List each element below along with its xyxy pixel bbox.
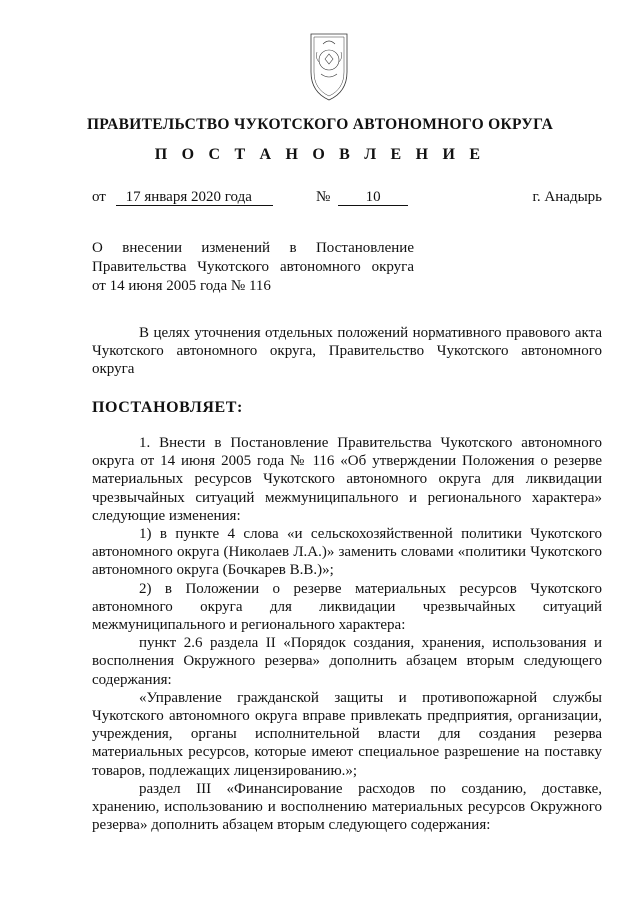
- paragraph: раздел III «Финансирование расходов по созданию, доставке, хранению, использованию и восполнению материальных ресурсов Окружного резерва» дополнить абзацем вторым следующего содержания:: [92, 780, 602, 834]
- paragraph: 1) в пункте 4 слова «и сельскохозяйственной политики Чукотского автономного округа (Николаев Л.А.)» заменить словами «политики Чукотского автономного округа (Бочкарев В.В.)»;: [92, 526, 602, 579]
- decree-body: [92, 434, 602, 834]
- preamble-text: В целях уточнения отдельных положений нормативного правового акта Чукотского автономного округа, Правительство Чукотского автономного округа: [92, 325, 602, 378]
- subject-line: от 14 июня 2005 года № 116: [92, 278, 271, 294]
- number-value: 10: [338, 190, 408, 206]
- document-type: П О С Т А Н О В Л Е Н И Е: [154, 146, 486, 163]
- paragraph: пункт 2.6 раздела II «Порядок создания, хранения, использования и восполнения Окружного резерва» дополнить абзацем вторым следующего содержания:: [92, 635, 602, 688]
- preamble: [92, 324, 602, 379]
- coat-of-arms-icon: [303, 26, 355, 104]
- number-label: №: [316, 189, 331, 205]
- document-subject: [92, 239, 414, 296]
- date-field: [92, 189, 273, 206]
- date-label: от: [92, 189, 106, 205]
- date-value: 17 января 2020 года: [116, 190, 273, 206]
- number-field: [316, 189, 408, 206]
- decree-heading: ПОСТАНОВЛЯЕТ:: [92, 399, 243, 416]
- paragraph: 1. Внести в Постановление Правительства Чукотского автономного округа от 14 июня 2005 года № 116 «Об утверждении Положения о резерве материальных ресурсов Чукотского автономного округа для ликвидации чрезвычайных ситуаций межмуниципального и регионального характера» следующие изменения:: [92, 435, 602, 524]
- paragraph: 2) в Положении о резерве материальных ресурсов Чукотского автономного округа для ликвидации чрезвычайных ситуаций межмуниципального и регионального характера:: [92, 580, 602, 634]
- organization-title: ПРАВИТЕЛЬСТВО ЧУКОТСКОГО АВТОНОМНОГО ОКРУГА: [86, 116, 554, 133]
- subject-line: Правительства Чукотского автономного округа: [92, 259, 414, 275]
- subject-line: О внесении изменений в Постановление: [92, 240, 414, 256]
- place: г. Анадырь: [532, 189, 602, 205]
- paragraph: «Управление гражданской защиты и противопожарной службы Чукотского автономного округа вправе привлекать предприятия, организации, учреждения, органы исполнительной власти для создания резерва материальных ресурсов, которые имеют специальное разрешение на поставку товаров, подлежащих лицензированию.»;: [92, 689, 602, 779]
